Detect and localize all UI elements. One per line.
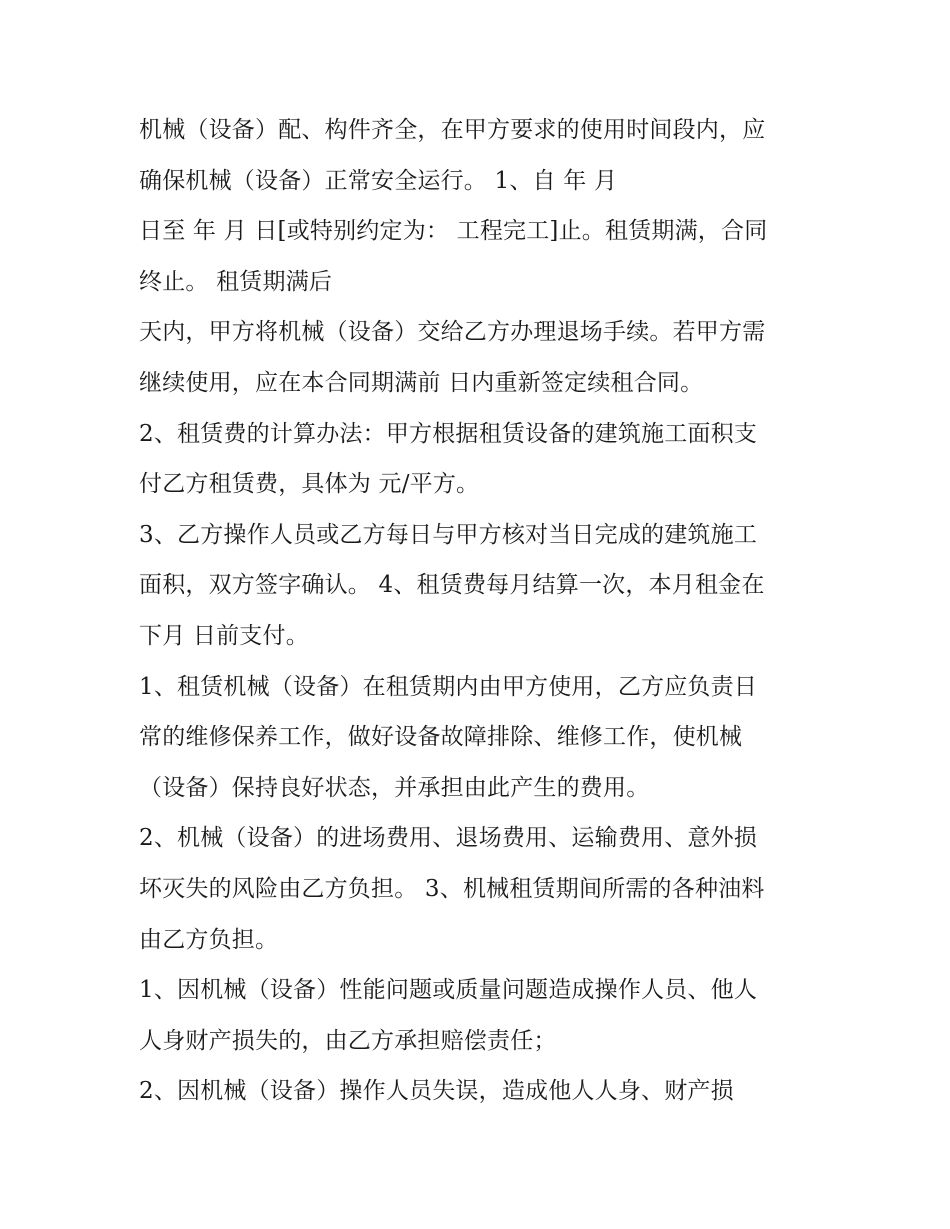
text-line: 3、乙方操作人员或乙方每日与甲方核对当日完成的建筑施工 [139, 521, 758, 548]
text-line: 由乙方负担。 [139, 926, 279, 953]
text-line: 人身财产损失的，由乙方承担赔偿责任； [139, 1027, 557, 1054]
text-line: 2、租赁费的计算办法：甲方根据租赁设备的建筑施工面积支 [139, 420, 758, 447]
text-line: 终止。 租赁期满后 [139, 268, 333, 295]
text-line: 确保机械（设备）正常安全运行。 1、自 年 月 [139, 167, 618, 194]
text-line: 机械（设备）配、构件齐全，在甲方要求的使用时间段内，应 [139, 117, 766, 143]
text-line: 常的维修保养工作，做好设备故障排除、维修工作，使机械 [139, 724, 743, 751]
text-line: 2、机械（设备）的进场费用、退场费用、运输费用、意外损 [139, 825, 758, 852]
text-line: 天内，甲方将机械（设备）交给乙方办理退场手续。若甲方需 [139, 319, 766, 346]
text-line: 1、租赁机械（设备）在租赁期内由甲方使用，乙方应负责日 [139, 673, 758, 700]
contract-text-body [139, 105, 819, 1117]
text-line: 下月 日前支付。 [139, 622, 309, 649]
text-line: 面积，双方签字确认。 4、租赁费每月结算一次，本月租金在 [139, 572, 765, 599]
text-line: 日至 年 月 日[或特别约定为： 工程完工]止。租赁期满，合同 [139, 218, 768, 245]
text-line: 付乙方租赁费，具体为 元/平方。 [139, 471, 480, 498]
text-line: 1、因机械（设备）性能问题或质量问题造成操作人员、他人 [139, 977, 758, 1004]
text-line: （设备）保持良好状态，并承担由此产生的费用。 [139, 774, 650, 801]
text-line: 2、因机械（设备）操作人员失误，造成他人人身、财产损 [139, 1078, 734, 1105]
text-line: 坏灭失的风险由乙方负担。 3、机械租赁期间所需的各种油料 [139, 875, 765, 902]
text-line: 继续使用，应在本合同期满前 日内重新签定续租合同。 [139, 369, 704, 396]
